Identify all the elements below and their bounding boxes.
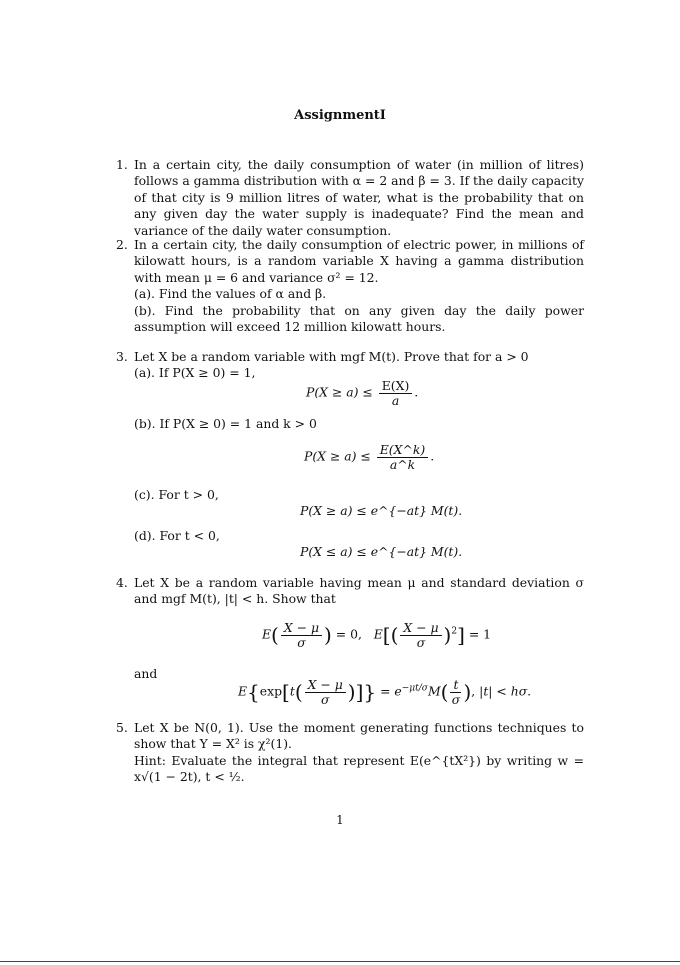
problem-text: In a certain city, the daily consumption of water (in million of litres) follows a gamma distribution with α = 2 and β = 3. If the daily capacity of that city is 9 million litres of water, what is the probability that on any given day the water supply is inadequate? Find the mean and variance of the daily water consumption. <box>134 157 584 238</box>
part-b: (b). Find the probability that on any given day the daily power assumption will exceed 12 million kilowatt hours. <box>134 302 584 335</box>
problem-text: Let X be N(0, 1). Use the moment generating functions techniques to show that Y = X² is χ²(1). <box>134 720 584 752</box>
part-d: (d). For t < 0, <box>134 528 220 543</box>
equation-3b: P(X ≥ a) ≤ $\frac{E(X\^{}k)}{a\^{}k}$ . <box>304 442 435 472</box>
equation-lhs: P(X ≥ a) ≤ <box>304 448 371 464</box>
part-b: (b). If P(X ≥ 0) = 1 and k > 0 <box>134 416 317 431</box>
problem-number: 5. <box>116 720 128 735</box>
problem-number: 2. <box>116 237 128 252</box>
equation-4a: E( $\frac{X - \mu}{\sigma}$ ) = 0, E[( $\frac{X - \mu}{\sigma}$ )$^2$] = 1 <box>262 620 492 650</box>
equation-3a: P(X ≥ a) ≤ $\frac{E(X)}{a}$ . <box>306 378 419 408</box>
problem-2 <box>116 237 584 335</box>
problem-5 <box>116 720 584 786</box>
hint-text: Hint: Evaluate the integral that represent E(e^{tX²}) by writing w = x√(1 − 2t), t < ½. <box>134 752 584 785</box>
problem-number: 3. <box>116 349 128 364</box>
bottom-divider <box>0 961 680 962</box>
problem-1 <box>116 157 584 239</box>
problem-text: Let X be a random variable with mgf M(t). Prove that for a > 0 <box>134 349 529 364</box>
problem-4 <box>116 575 584 608</box>
problem-number: 4. <box>116 575 128 590</box>
page-number: 1 <box>336 813 344 827</box>
fraction-numerator: E(X) <box>379 378 413 394</box>
and-label: and <box>134 666 158 681</box>
problem-3 <box>116 349 584 382</box>
page-title: AssignmentI <box>294 108 386 123</box>
problem-3-part-d <box>116 528 584 544</box>
part-a: (a). Find the values of α and β. <box>134 286 327 302</box>
part-c: (c). For t > 0, <box>134 487 219 502</box>
fraction-numerator: E(X^k) <box>377 442 428 458</box>
problem-3-part-b <box>116 416 584 432</box>
problem-3-part-c <box>116 487 584 503</box>
equation-lhs: P(X ≥ a) ≤ <box>306 384 373 400</box>
equation-3c: P(X ≥ a) ≤ e^{−at} M(t). <box>300 503 463 518</box>
part-a: (a). If P(X ≥ 0) = 1, <box>134 365 256 381</box>
equation-3d: P(X ≤ a) ≤ e^{−at} M(t). <box>300 544 463 559</box>
fraction-denominator: a <box>391 393 400 408</box>
problem-text: Let X be a random variable having mean μ and standard deviation σ and mgf M(t), |t| < h. Show that <box>134 575 584 607</box>
equation-4b: E{exp[t( $\frac{X - \mu}{\sigma}$ )]} = $e^{-\mu t/\sigma}M$( $\frac{t}{\sigma}$ ), |t| < hσ. <box>238 677 532 707</box>
problem-text: In a certain city, the daily consumption of electric power, in millions of kilowatt hours, is a random variable X having a gamma distribution with mean μ = 6 and variance σ² = 12. <box>134 237 584 285</box>
problem-number: 1. <box>116 157 128 172</box>
fraction-denominator: a^k <box>389 457 416 472</box>
